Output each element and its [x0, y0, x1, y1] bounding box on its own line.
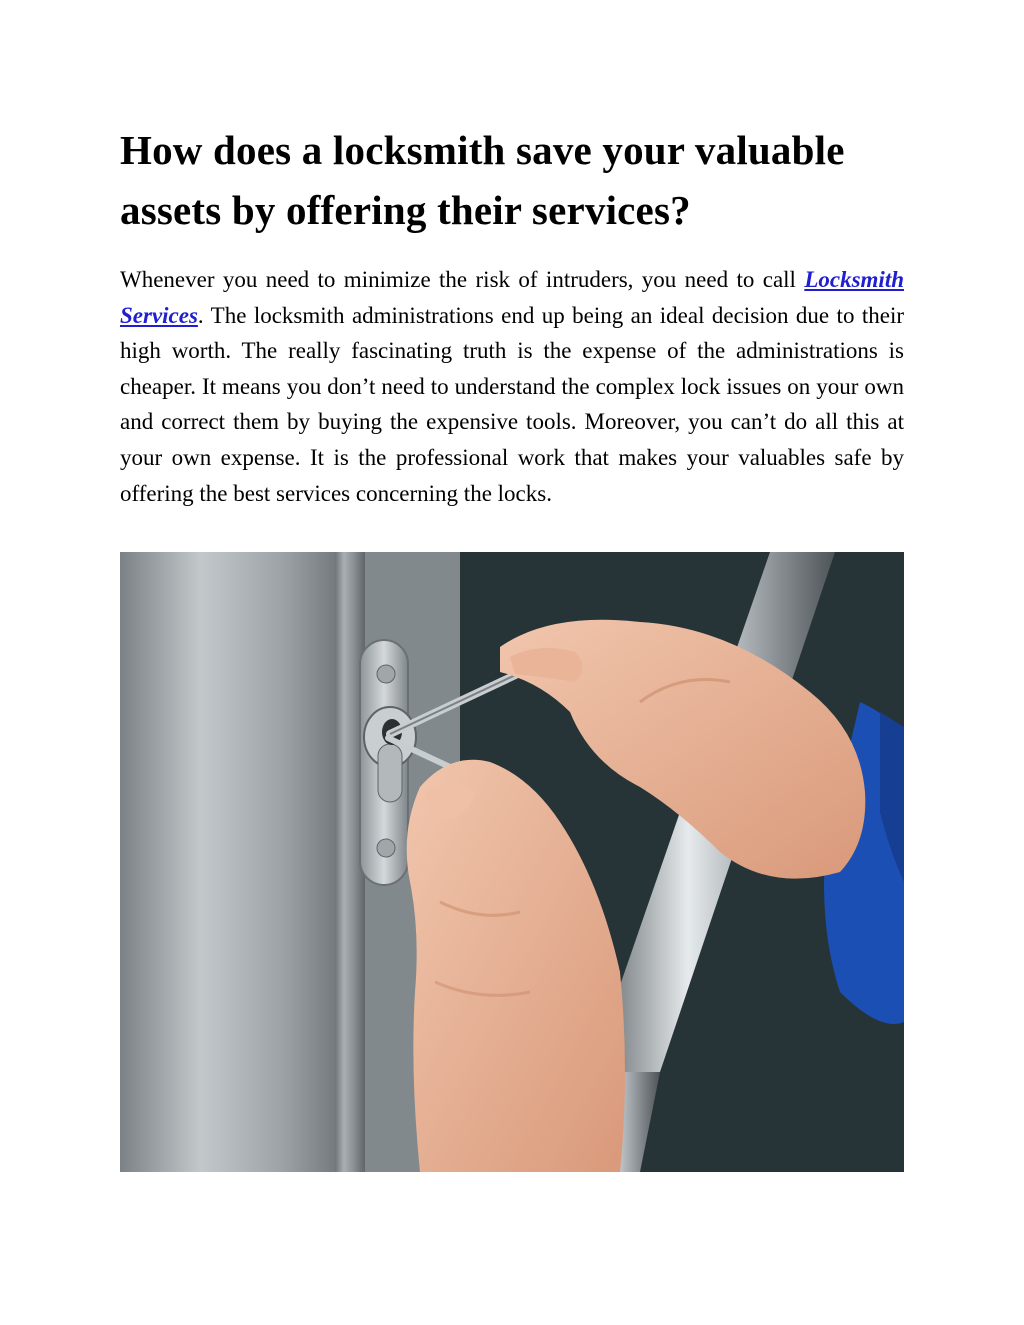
article-paragraph — [120, 262, 904, 511]
paragraph-intro: Whenever you need to minimize the risk of intruders, you need to call — [120, 267, 805, 292]
locksmith-photo — [120, 552, 904, 1172]
paragraph-rest: . The locksmith administrations end up being an ideal decision due to their high worth. The really fascinating truth is the expense of the administrations is cheaper. It means you don’t need to understand the complex lock issues on your own and correct them by buying the expensive tools. Moreover, you can’t do all this at your own expense. It is the professional work that makes your valuables safe by offering the best services concerning the locks. — [120, 302, 904, 506]
article-title: How does a locksmith save your valuable assets by offering their services? — [120, 127, 845, 233]
locksmith-services-link[interactable]: Locksmith Services — [120, 267, 904, 328]
lock-picking-illustration — [120, 552, 904, 1172]
article — [120, 120, 904, 511]
